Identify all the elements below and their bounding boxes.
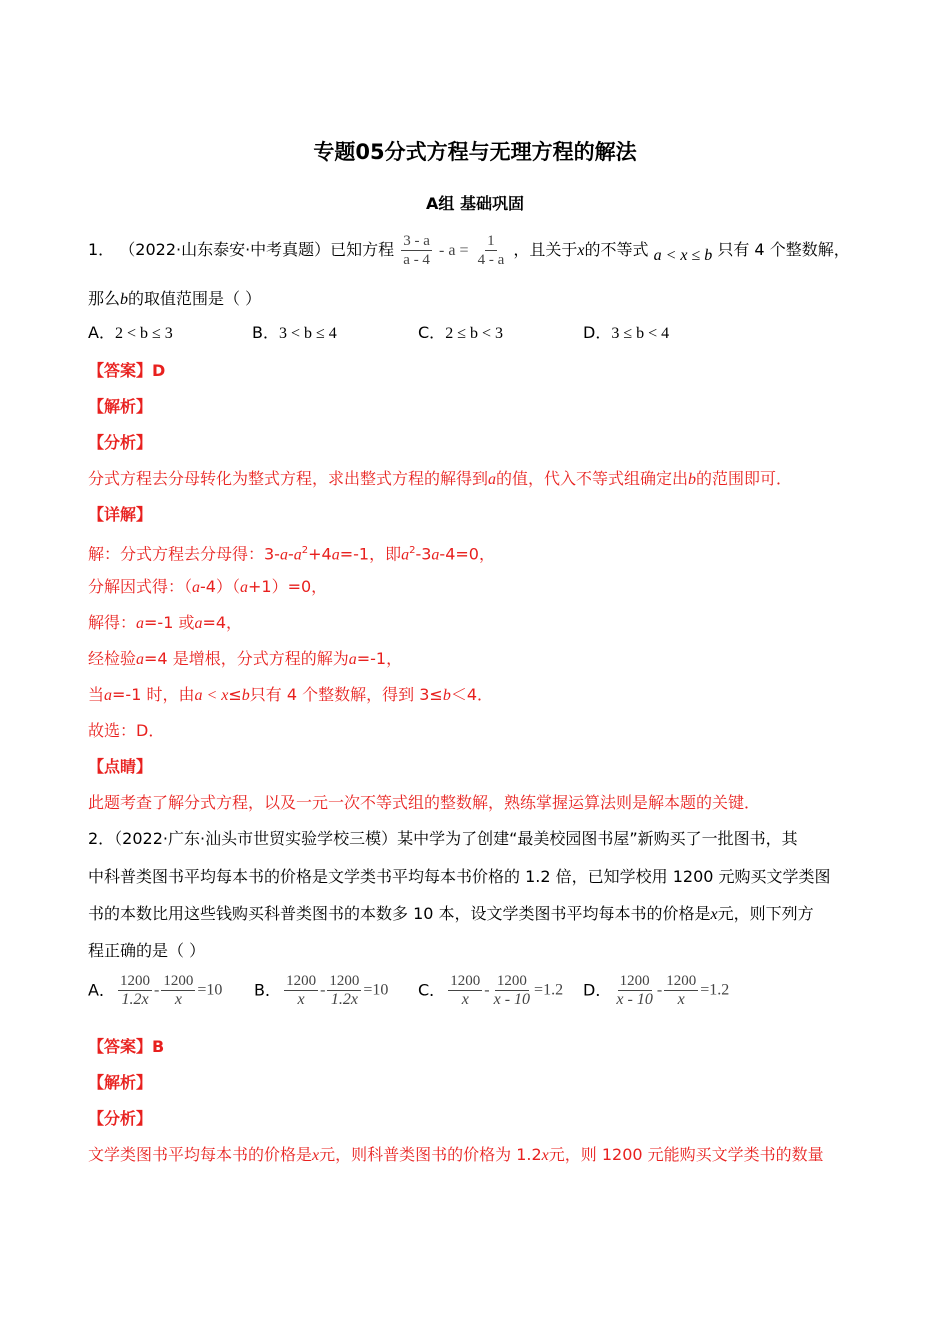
option-label: C．	[418, 980, 446, 1000]
detail-text: 当	[88, 685, 105, 704]
fraction-numerator: 1200	[329, 973, 360, 989]
option-rhs: =1.2	[534, 981, 564, 999]
fraction-denominator: x	[461, 991, 469, 1008]
q1-option-c[interactable]	[418, 322, 503, 345]
q2-option-b[interactable]	[254, 972, 388, 1009]
q2-analysis-text: 元，则 1200 元能购买文学类书的数量	[548, 1145, 824, 1164]
detail-text: -4）（	[200, 577, 240, 596]
q1-frac2-numerator: 1	[487, 233, 495, 249]
fraction-denominator: x	[174, 991, 182, 1008]
detail-var: a	[401, 546, 410, 564]
fraction-numerator: 1200	[450, 973, 481, 989]
q1-jiexi-heading: 【解析】	[88, 397, 153, 416]
q1-frac1-denominator: a - 4	[403, 252, 430, 268]
q1-analysis	[88, 468, 792, 491]
detail-text: ≤	[228, 685, 242, 704]
option-label: B．	[254, 980, 281, 1000]
q1-detail-line3	[88, 612, 242, 635]
q2-analysis-text: 文学类图书平均每本书的价格是	[88, 1145, 313, 1164]
detail-text: -4=0，	[439, 544, 495, 564]
fraction-numerator: 1200	[666, 973, 697, 989]
option-fraction	[614, 972, 654, 1009]
q1-number: 1．	[88, 240, 115, 259]
q2-var-x: x	[710, 906, 718, 923]
q2-analysis-var: x	[541, 1147, 549, 1164]
q1-stem-line1	[88, 232, 850, 269]
q1-answer: 【答案】D	[88, 361, 166, 380]
q2-option-a[interactable]	[88, 972, 222, 1009]
q2-options	[88, 972, 788, 1018]
fraction-denominator: x - 10	[493, 991, 531, 1008]
detail-text: +1）=0，	[247, 577, 328, 596]
q1-option-d[interactable]	[583, 322, 669, 345]
option-operator: -	[320, 981, 326, 999]
q2-text: 书的本数比用这些钱购买科普类图书的本数多 10 本，设文学类图书平均每本书的价格是	[88, 904, 711, 923]
q2-analysis-text: 元，则科普类图书的价格为 1.2	[319, 1145, 542, 1164]
detail-text: =-1 时，由	[112, 685, 195, 704]
q2-analysis-var: x	[312, 1147, 320, 1164]
detail-var: a	[293, 546, 302, 564]
q1-detail-line5	[88, 684, 493, 707]
option-fraction	[161, 972, 195, 1009]
q2-jiexi-heading: 【解析】	[88, 1073, 153, 1092]
fraction-numerator: 1200	[496, 973, 527, 989]
detail-text: =-1，即	[339, 544, 402, 564]
detail-var: a	[136, 651, 145, 668]
fraction-numerator: 1200	[286, 973, 317, 989]
section-heading: A组 基础巩固	[426, 194, 524, 213]
q1-option-b[interactable]	[252, 322, 337, 345]
q1-detail-line6: 故选：D．	[88, 721, 165, 740]
option-expression: 3 ≤ b < 4	[611, 325, 670, 342]
option-rhs: =1.2	[700, 981, 730, 999]
q2-analysis	[88, 1144, 824, 1167]
detail-text: 解：分式方程去分母得：3-	[88, 544, 280, 564]
q2-stem-line4: 程正确的是（ ）	[88, 941, 206, 960]
q1-frac1-numerator: 3 - a	[403, 233, 430, 249]
detail-text: =4，	[202, 613, 243, 632]
q1-var-x: x	[577, 242, 585, 259]
q1-analysis-text: 分式方程去分母转化为整式方程，求出整式方程的解得到	[88, 469, 489, 488]
detail-text: =4 是增根，分式方程的解为	[144, 649, 349, 668]
q2-text: 元，则下列方	[717, 904, 814, 923]
fraction-denominator: 1.2x	[121, 991, 149, 1008]
detail-var: a < x	[194, 687, 229, 704]
detail-text: 只有 4 个整数解，得到 3≤	[249, 685, 443, 704]
q1-source: （2022·山东泰安·中考真题）已知方程	[119, 240, 395, 259]
option-label: A．	[88, 980, 115, 1000]
q1-fraction-1	[401, 232, 432, 269]
detail-text: -3	[415, 544, 432, 564]
q2-option-c[interactable]	[418, 972, 563, 1009]
q1-eq-middle: - a =	[439, 242, 469, 259]
q1-text: 只有 4 个整数解，	[717, 240, 850, 259]
q1-inequality: a < x ≤ b	[653, 247, 713, 264]
option-label: D．	[583, 323, 612, 342]
option-fraction	[284, 972, 318, 1009]
option-fraction	[664, 972, 698, 1009]
q2-fenxi-heading: 【分析】	[88, 1109, 153, 1128]
q1-detail-line4	[88, 648, 402, 671]
detail-text: +4	[308, 544, 332, 564]
fraction-denominator: 1.2x	[330, 991, 358, 1008]
fraction-numerator: 1200	[120, 973, 151, 989]
q1-xiangjie-heading: 【详解】	[88, 505, 153, 524]
q1-analysis-text: 的值，代入不等式组确定出	[496, 469, 689, 488]
q1-analysis-var: b	[688, 471, 697, 488]
q1-var-b: b	[120, 291, 129, 308]
fraction-denominator: x - 10	[616, 991, 653, 1008]
option-operator: -	[656, 981, 663, 999]
q1-analysis-var: a	[488, 471, 497, 488]
detail-var: a	[431, 546, 440, 564]
option-operator: -	[154, 981, 160, 999]
detail-text: ＜4．	[450, 685, 493, 704]
q1-dianjing-heading: 【点睛】	[88, 757, 153, 776]
detail-sup: 2	[409, 545, 416, 556]
q1-text: 的不等式	[584, 240, 649, 259]
option-fraction	[492, 972, 532, 1009]
q1-option-a[interactable]	[88, 322, 173, 345]
option-fraction	[448, 972, 482, 1009]
option-expression: 3 < b ≤ 4	[278, 325, 337, 342]
option-operator: -	[484, 981, 490, 999]
option-fraction	[327, 972, 361, 1009]
detail-var: a	[194, 615, 203, 632]
detail-var: a	[104, 687, 113, 704]
q2-stem-line2: 中科普类图书平均每本书的价格是文学类书平均每本书价格的 1.2 倍，已知学校用 1200 元购买文学类图	[88, 867, 831, 886]
q2-stem-line3	[88, 903, 814, 926]
q1-fenxi-heading: 【分析】	[88, 433, 153, 452]
fraction-denominator: x	[297, 991, 305, 1008]
detail-var: a	[348, 651, 357, 668]
detail-var: a	[279, 546, 288, 564]
option-rhs: =10	[363, 981, 389, 999]
q2-stem-line1: 2．（2022·广东·汕头市世贸实验学校三模）某中学为了创建“最美校园图书屋”新购买了一批图书，其	[88, 829, 798, 848]
detail-text: 分解因式得：（	[88, 577, 193, 596]
detail-text: 经检验	[88, 649, 137, 668]
q1-comment: 此题考查了解分式方程，以及一元一次不等式组的整数解，熟练掌握运算法则是解本题的关键．	[88, 793, 761, 812]
detail-var: a	[136, 615, 145, 632]
q1-text: 的取值范围是（ ）	[128, 289, 262, 308]
option-label: A．	[88, 323, 115, 342]
q1-text: 那么	[88, 289, 121, 308]
q2-option-d[interactable]	[583, 972, 729, 1009]
detail-text: -	[287, 544, 294, 564]
detail-sup: 2	[301, 545, 309, 556]
q1-detail-line2	[88, 576, 327, 599]
detail-var: a	[239, 579, 248, 596]
option-rhs: =10	[197, 981, 223, 999]
option-fraction	[118, 972, 152, 1009]
detail-var: a	[192, 579, 201, 596]
option-label: B．	[252, 323, 279, 342]
detail-text: =-1 或	[144, 613, 195, 632]
q1-stem-line2	[88, 288, 261, 311]
q1-detail-line1	[88, 540, 495, 566]
option-label: D．	[583, 980, 612, 1000]
detail-text: 解得：	[88, 613, 137, 632]
fraction-numerator: 1200	[163, 973, 194, 989]
detail-text: =-1，	[356, 649, 403, 668]
option-expression: 2 ≤ b < 3	[445, 325, 503, 342]
option-label: C．	[418, 323, 446, 342]
option-expression: 2 < b ≤ 3	[114, 325, 173, 342]
q1-frac2-denominator: 4 - a	[477, 252, 505, 268]
q1-analysis-text: 的范围即可．	[696, 469, 793, 488]
fraction-numerator: 1200	[619, 973, 650, 989]
document-title: 专题05分式方程与无理方程的解法	[313, 140, 637, 164]
detail-var: b	[442, 687, 451, 704]
q1-text: ，且关于	[513, 240, 578, 259]
fraction-denominator: x	[677, 991, 685, 1008]
detail-var: b	[241, 687, 250, 704]
detail-var: a	[331, 546, 340, 564]
q2-answer: 【答案】B	[88, 1037, 165, 1056]
q1-fraction-2	[476, 232, 507, 269]
